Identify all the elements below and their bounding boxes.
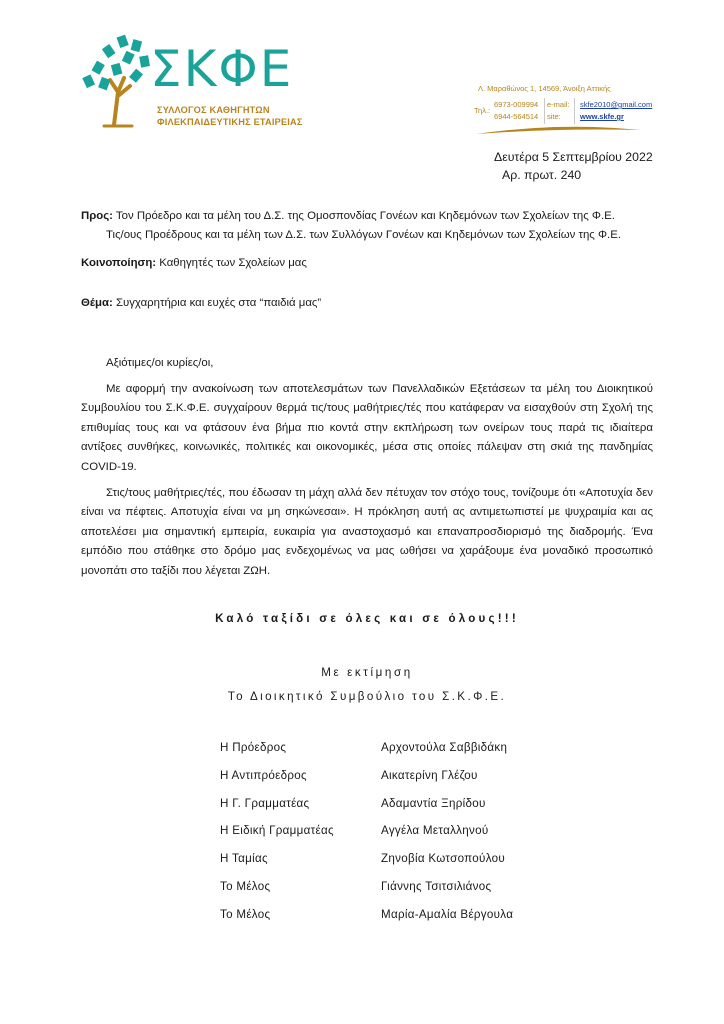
- brand-subtitle-line2: ΦΙΛΕΚΠΑΙΔΕΥΤΙΚΗΣ ΕΤΑΙΡΕΙΑΣ: [157, 117, 303, 127]
- to-text-1: Τον Πρόεδρο και τα μέλη του Δ.Σ. της Ομοσπονδίας Γονέων και Κηδεμόνων των Σχολείων της Φ.Ε.: [115, 210, 615, 222]
- motto: Καλό ταξίδι σε όλες και σε όλους!!!: [215, 612, 519, 625]
- board-name: Μαρία-Αμαλία Βέργουλα: [381, 907, 514, 921]
- email-label: e-mail:: [547, 100, 570, 109]
- brand-logotype: ΣΚΦΕ: [150, 40, 294, 98]
- contact-divider: [574, 98, 575, 124]
- site-label: site:: [547, 112, 561, 121]
- board-row: [220, 769, 580, 797]
- email-link[interactable]: skfe2010@gmail.com: [580, 100, 653, 109]
- closing-signature: Το Διοικητικό Συμβούλιο του Σ.Κ.Φ.Ε.: [227, 690, 507, 703]
- cc-line: [81, 254, 307, 272]
- board-name: Αικατερίνη Γλέζου: [381, 768, 478, 782]
- closing-salutation: Με εκτίμηση: [321, 666, 413, 679]
- cc-label: Κοινοποίηση:: [81, 257, 157, 269]
- board-name: Αδαμαντία Ξηρίδου: [381, 796, 486, 810]
- board-row: [220, 824, 580, 852]
- board-role: Η Αντιπρόεδρος: [220, 768, 307, 782]
- board-role: Η Ειδική Γραμματέας: [220, 824, 334, 838]
- greeting: Αξιότιμες/οι κυρίες/οι,: [106, 357, 214, 369]
- date-block: [494, 148, 653, 184]
- board-role: Το Μέλος: [220, 879, 271, 893]
- body-paragraph-1: Με αφορμή την ανακοίνωση των αποτελεσμάτων των Πανελλαδικών Εξετάσεων τα μέλη του Διοικητικού Συμβουλίου του Σ.Κ.Φ.Ε. συγχαίρουν θερμά τις/τους μαθήτριες/τές που κατάφεραν να εισαχθούν στη Σχολή της επιθυμίας τους και να φτάσουν ένα βήμα πιο κοντά στην εκπλήρωση των ονείρων τους παρά τις ιδιαίτερα αντίξοες συνθήκες, κοινωνικές, πολιτικές και οικονομικές, μέσα στις οποίες πάλεψαν στη σκιά της πανδημίας COVID-19.: [81, 383, 653, 473]
- board-name: Γιάννης Τσιτσιλιάνος: [381, 879, 492, 893]
- brand-subtitle-line1: ΣΥΛΛΟΓΟΣ ΚΑΘΗΓΗΤΩΝ: [157, 105, 270, 115]
- recipients-line-1: [81, 207, 615, 225]
- board-row: [220, 852, 580, 880]
- address: Λ. Μαραθώνος 1, 14569, Άνοιξη Αττικής: [478, 84, 611, 93]
- board-name: Αγγέλα Μεταλληνού: [381, 824, 489, 838]
- website-link[interactable]: www.skfe.gr: [580, 112, 624, 121]
- board-name: Ζηνοβία Κωτσοπούλου: [381, 852, 506, 866]
- recipients-line-2: Τις/ους Προέδρους και τα μέλη των Δ.Σ. των Συλλόγων Γονέων και Κηδεμόνων των Σχολείων της Φ.Ε.: [106, 229, 621, 241]
- board-role: Η Ταμίας: [220, 852, 268, 866]
- brand-subtitle: [157, 104, 303, 128]
- board-row: [220, 880, 580, 908]
- board-role: Η Πρόεδρος: [220, 741, 287, 754]
- board-role: Η Γ. Γραμματέας: [220, 796, 310, 810]
- subject-text: Συγχαρητήρια και ευχές στα “παιδιά μας”: [115, 297, 322, 309]
- to-label: Προς:: [81, 210, 113, 222]
- letter-date: Δευτέρα 5 Σεπτεμβρίου 2022: [494, 150, 653, 164]
- board-row: [220, 741, 580, 769]
- cc-text: Καθηγητές των Σχολείων μας: [159, 257, 307, 269]
- phone-1: 6973-009994: [494, 100, 539, 109]
- subject-line: [81, 294, 321, 312]
- board-role: Το Μέλος: [220, 907, 271, 921]
- board-name: Αρχοντούλα Σαββιδάκη: [381, 741, 508, 754]
- body-paragraph-2: Στις/τους μαθήτριες/τές, που έδωσαν τη μάχη αλλά δεν πέτυχαν τον στόχο τους, τονίζουμε ότι «Αποτυχία δεν είναι να πέφτεις. Αποτυχία είναι να μη σηκώνεσαι». Η πρόκληση αυτή ας αντιμετωπιστεί με ψυχραιμία και ας αποτελέσει μια σημαντική εμπειρία, ευκαιρία για αναστοχασμό και επαναπροσδιορισμό της διαδρομής. Ένα εμπόδιο που στάθηκε στο δρόμο μας ενδεχομένως να μας ωθήσει να χαράξουμε ένα μοναδικό προσωπικό μονοπάτι στο ταξίδι που λέγεται ΖΩΗ.: [81, 487, 653, 577]
- board-members-list: [220, 741, 580, 936]
- board-row: [220, 908, 580, 936]
- board-row: [220, 797, 580, 825]
- tel-label: Τηλ.:: [474, 106, 491, 115]
- subject-label: Θέμα:: [81, 297, 113, 309]
- phone-2: 6944-564514: [494, 112, 539, 121]
- protocol-number: Αρ. πρωτ. 240: [502, 168, 582, 182]
- contact-divider: [544, 98, 545, 124]
- header-swoosh-decoration: [474, 124, 642, 138]
